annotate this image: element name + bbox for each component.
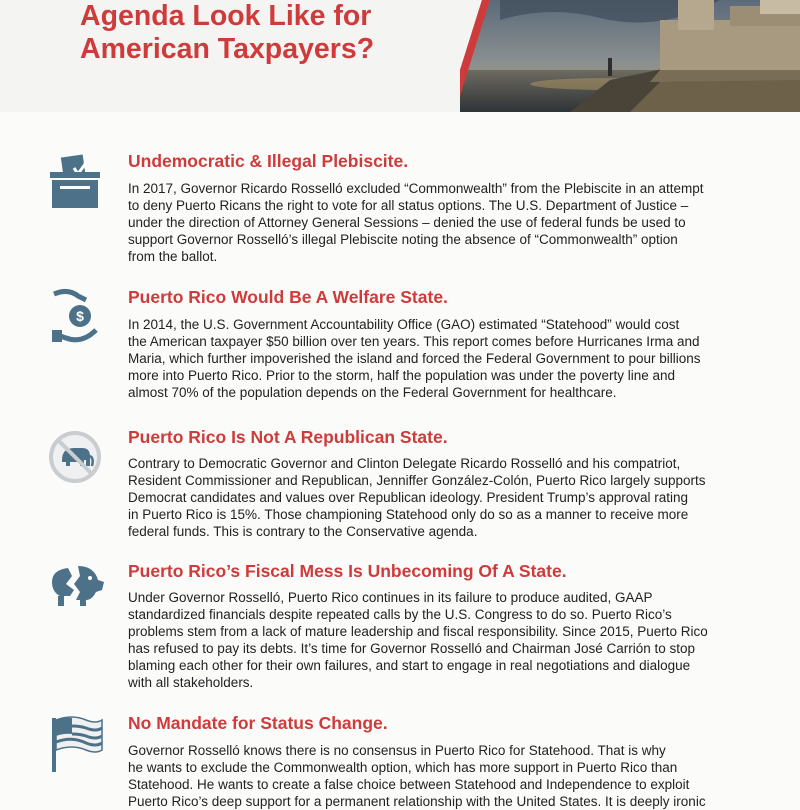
body-line: more into Puerto Rico. Prior to the storm, half the population was under the poverty line and (128, 368, 676, 383)
body-line: with all stakeholders. (128, 675, 254, 690)
body-line: the American taxpayer $50 billion over ten years. This report comes before Hurricanes Irma and (128, 334, 700, 349)
section-body (128, 589, 776, 691)
svg-text:$: $ (76, 308, 84, 324)
body-line: In 2017, Governor Ricardo Rosselló excluded “Commonwealth” from the Plebiscite in an attempt (128, 181, 704, 196)
body-line: Statehood. He wants to create a false choice between Statehood and Independence to exploit (128, 777, 690, 792)
body-line: to deny Puerto Ricans the right to vote for all status options. The U.S. Department of Justice – (128, 198, 689, 213)
page-title-line-2: American Taxpayers? (80, 33, 375, 65)
section-title: Puerto Rico Is Not A Republican State. (128, 427, 448, 447)
section-body (128, 455, 776, 540)
body-line: Resident Commissioner and Republican, Jenniffer González-Colón, Puerto Rico largely supports (128, 473, 706, 488)
body-line: federal funds. This is contrary to the Conservative agenda. (128, 524, 478, 539)
body-line: blaming each other for their own failures, and start to engage in real negotiations and dialogue (128, 658, 691, 673)
body-line: Democrat candidates and values over Republican ideology. President Trump’s approval rating (128, 490, 689, 505)
body-line: Contrary to Democratic Governor and Clinton Delegate Ricardo Rosselló and his compatriot, (128, 456, 681, 471)
body-line: Maria, which further impoverished the island and forced the Federal Government to pour billions (128, 351, 701, 366)
body-line: Under Governor Rosselló, Puerto Rico continues in its failure to produce audited, GAAP (128, 590, 653, 605)
body-line: Puerto Rico’s deep support for a permanent relationship with the United States. It is deeply ironic (128, 794, 706, 809)
page-title (80, 0, 480, 66)
section-title: No Mandate for Status Change. (128, 713, 388, 733)
body-line: he wants to exclude the Commonwealth option, which has more support in Puerto Rico than (128, 760, 678, 775)
section-title: Puerto Rico Would Be A Welfare State. (128, 287, 448, 307)
section-body (128, 180, 776, 265)
body-line: from the ballot. (128, 249, 218, 264)
header-banner (0, 0, 800, 112)
page-title-line-1: Agenda Look Like for (80, 0, 372, 32)
fortress-photo (460, 0, 800, 112)
body-line: has refused to pay its debts. It’s time for Governor Rosselló and Chairman José Carrión to stop (128, 641, 696, 656)
body-line: under the direction of Attorney General Sessions – denied the use of federal funds be used to (128, 215, 686, 230)
money-hands-icon (42, 286, 108, 348)
body-line: In 2014, the U.S. Government Accountability Office (GAO) estimated “Statehood” would cost (128, 317, 680, 332)
body-line: almost 70% of the population depends on the Federal Government for healthcare. (128, 385, 617, 400)
american-flag-icon (42, 712, 108, 774)
body-line: Governor Rosselló knows there is no consensus in Puerto Rico for Statehood. That is why (128, 743, 666, 758)
body-line: problems stem from a lack of mature leadership and fiscal responsibility. Since 2015, Puerto Rico (128, 624, 708, 639)
broken-piggy-bank-icon (42, 556, 108, 618)
no-elephant-icon (42, 426, 108, 488)
section-title: Undemocratic & Illegal Plebiscite. (128, 151, 409, 171)
body-line: support Governor Rosselló’s illegal Plebiscite noting the absence of “Commonwealth” option (128, 232, 678, 247)
section-body (128, 316, 776, 401)
body-line: standardized financials despite repeated calls by the U.S. Congress to do so. Puerto Rico’s (128, 607, 672, 622)
section-title: Puerto Rico’s Fiscal Mess Is Unbecoming Of A State. (128, 561, 567, 581)
ballot-box-icon (42, 150, 108, 212)
body-line: in Puerto Rico is 15%. Those championing Statehood only do so as a manner to receive more (128, 507, 689, 522)
